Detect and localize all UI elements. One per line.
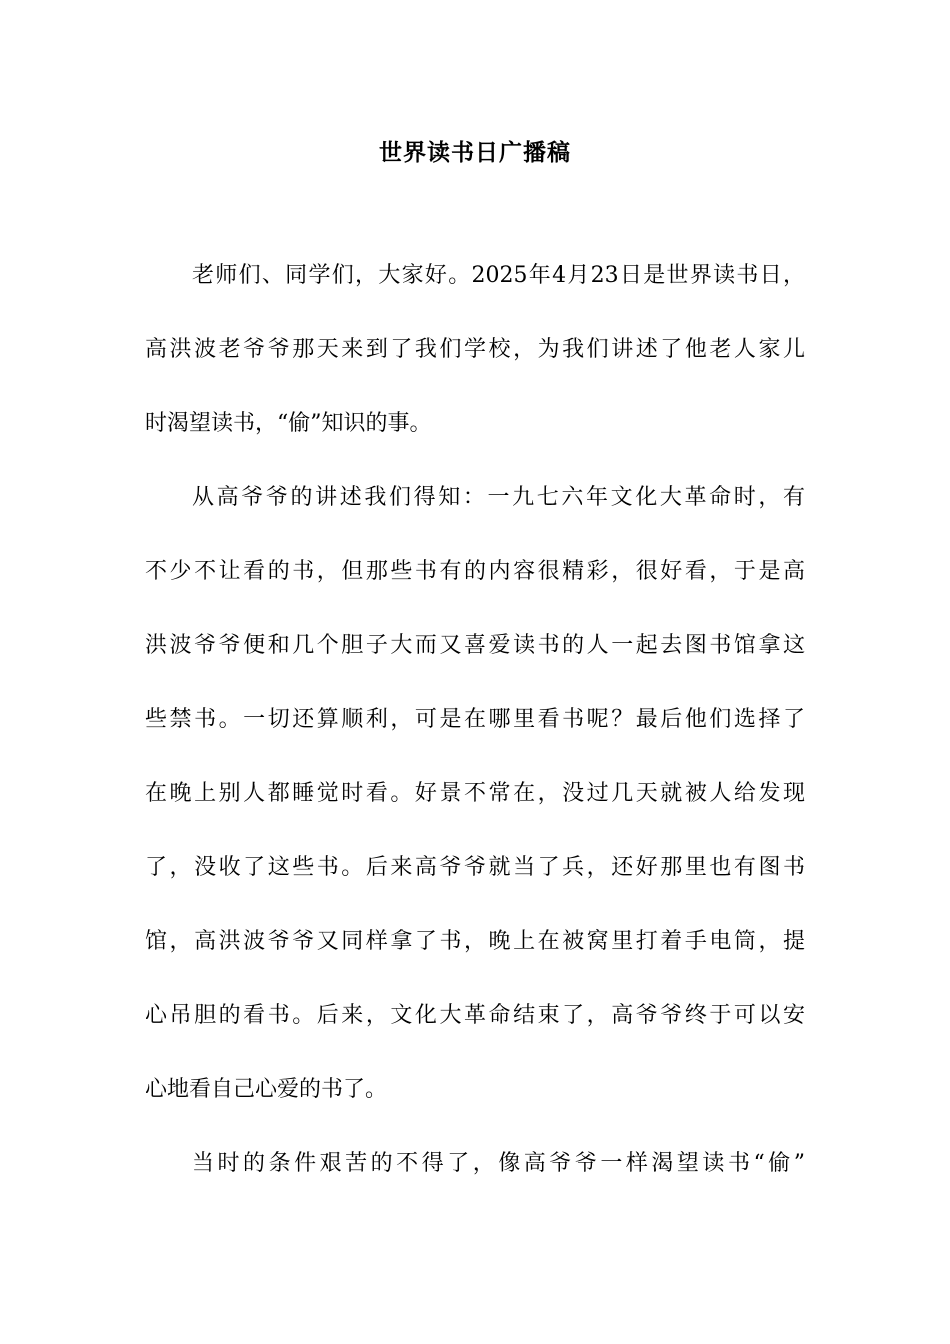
document-title: 世界读书日广播稿: [379, 139, 571, 166]
text-line: 当时的条件艰苦的不得了，像高爷爷一样渴望读书“偷”: [192, 1151, 805, 1176]
paragraph-1: [145, 257, 805, 442]
text-line: 时渴望读书，“偷”知识的事。: [145, 411, 432, 436]
text-line: 高洪波老爷爷那天来到了我们学校，为我们讲述了他老人家儿: [145, 337, 805, 362]
text-line: 从高爷爷的讲述我们得知：一九七六年文化大革命时，有: [192, 485, 805, 510]
text-line: 心地看自己心爱的书了。: [145, 1077, 388, 1102]
text-line: 心吊胆的看书。后来，文化大革命结束了，高爷爷终于可以安: [145, 1003, 805, 1028]
text-line: 了，没收了这些书。后来高爷爷就当了兵，还好那里也有图书: [145, 855, 805, 880]
text-line: 些禁书。一切还算顺利，可是在哪里看书呢？最后他们选择了: [145, 707, 805, 732]
text-line: 洪波爷爷便和几个胆子大而又喜爱读书的人一起去图书馆拿这: [145, 633, 805, 658]
text-line: 馆，高洪波爷爷又同样拿了书，晚上在被窝里打着手电筒，提: [145, 929, 805, 954]
text-line: 老师们、同学们，大家好。2025年4月23日是世界读书日，: [192, 263, 805, 288]
text-line: 在晚上别人都睡觉时看。好景不常在，没过几天就被人给发现: [145, 781, 805, 806]
paragraph-2: [145, 479, 805, 1108]
document-body: [145, 257, 805, 1219]
text-line: 不少不让看的书，但那些书有的内容很精彩，很好看，于是高: [145, 559, 805, 584]
paragraph-3: [145, 1145, 805, 1182]
